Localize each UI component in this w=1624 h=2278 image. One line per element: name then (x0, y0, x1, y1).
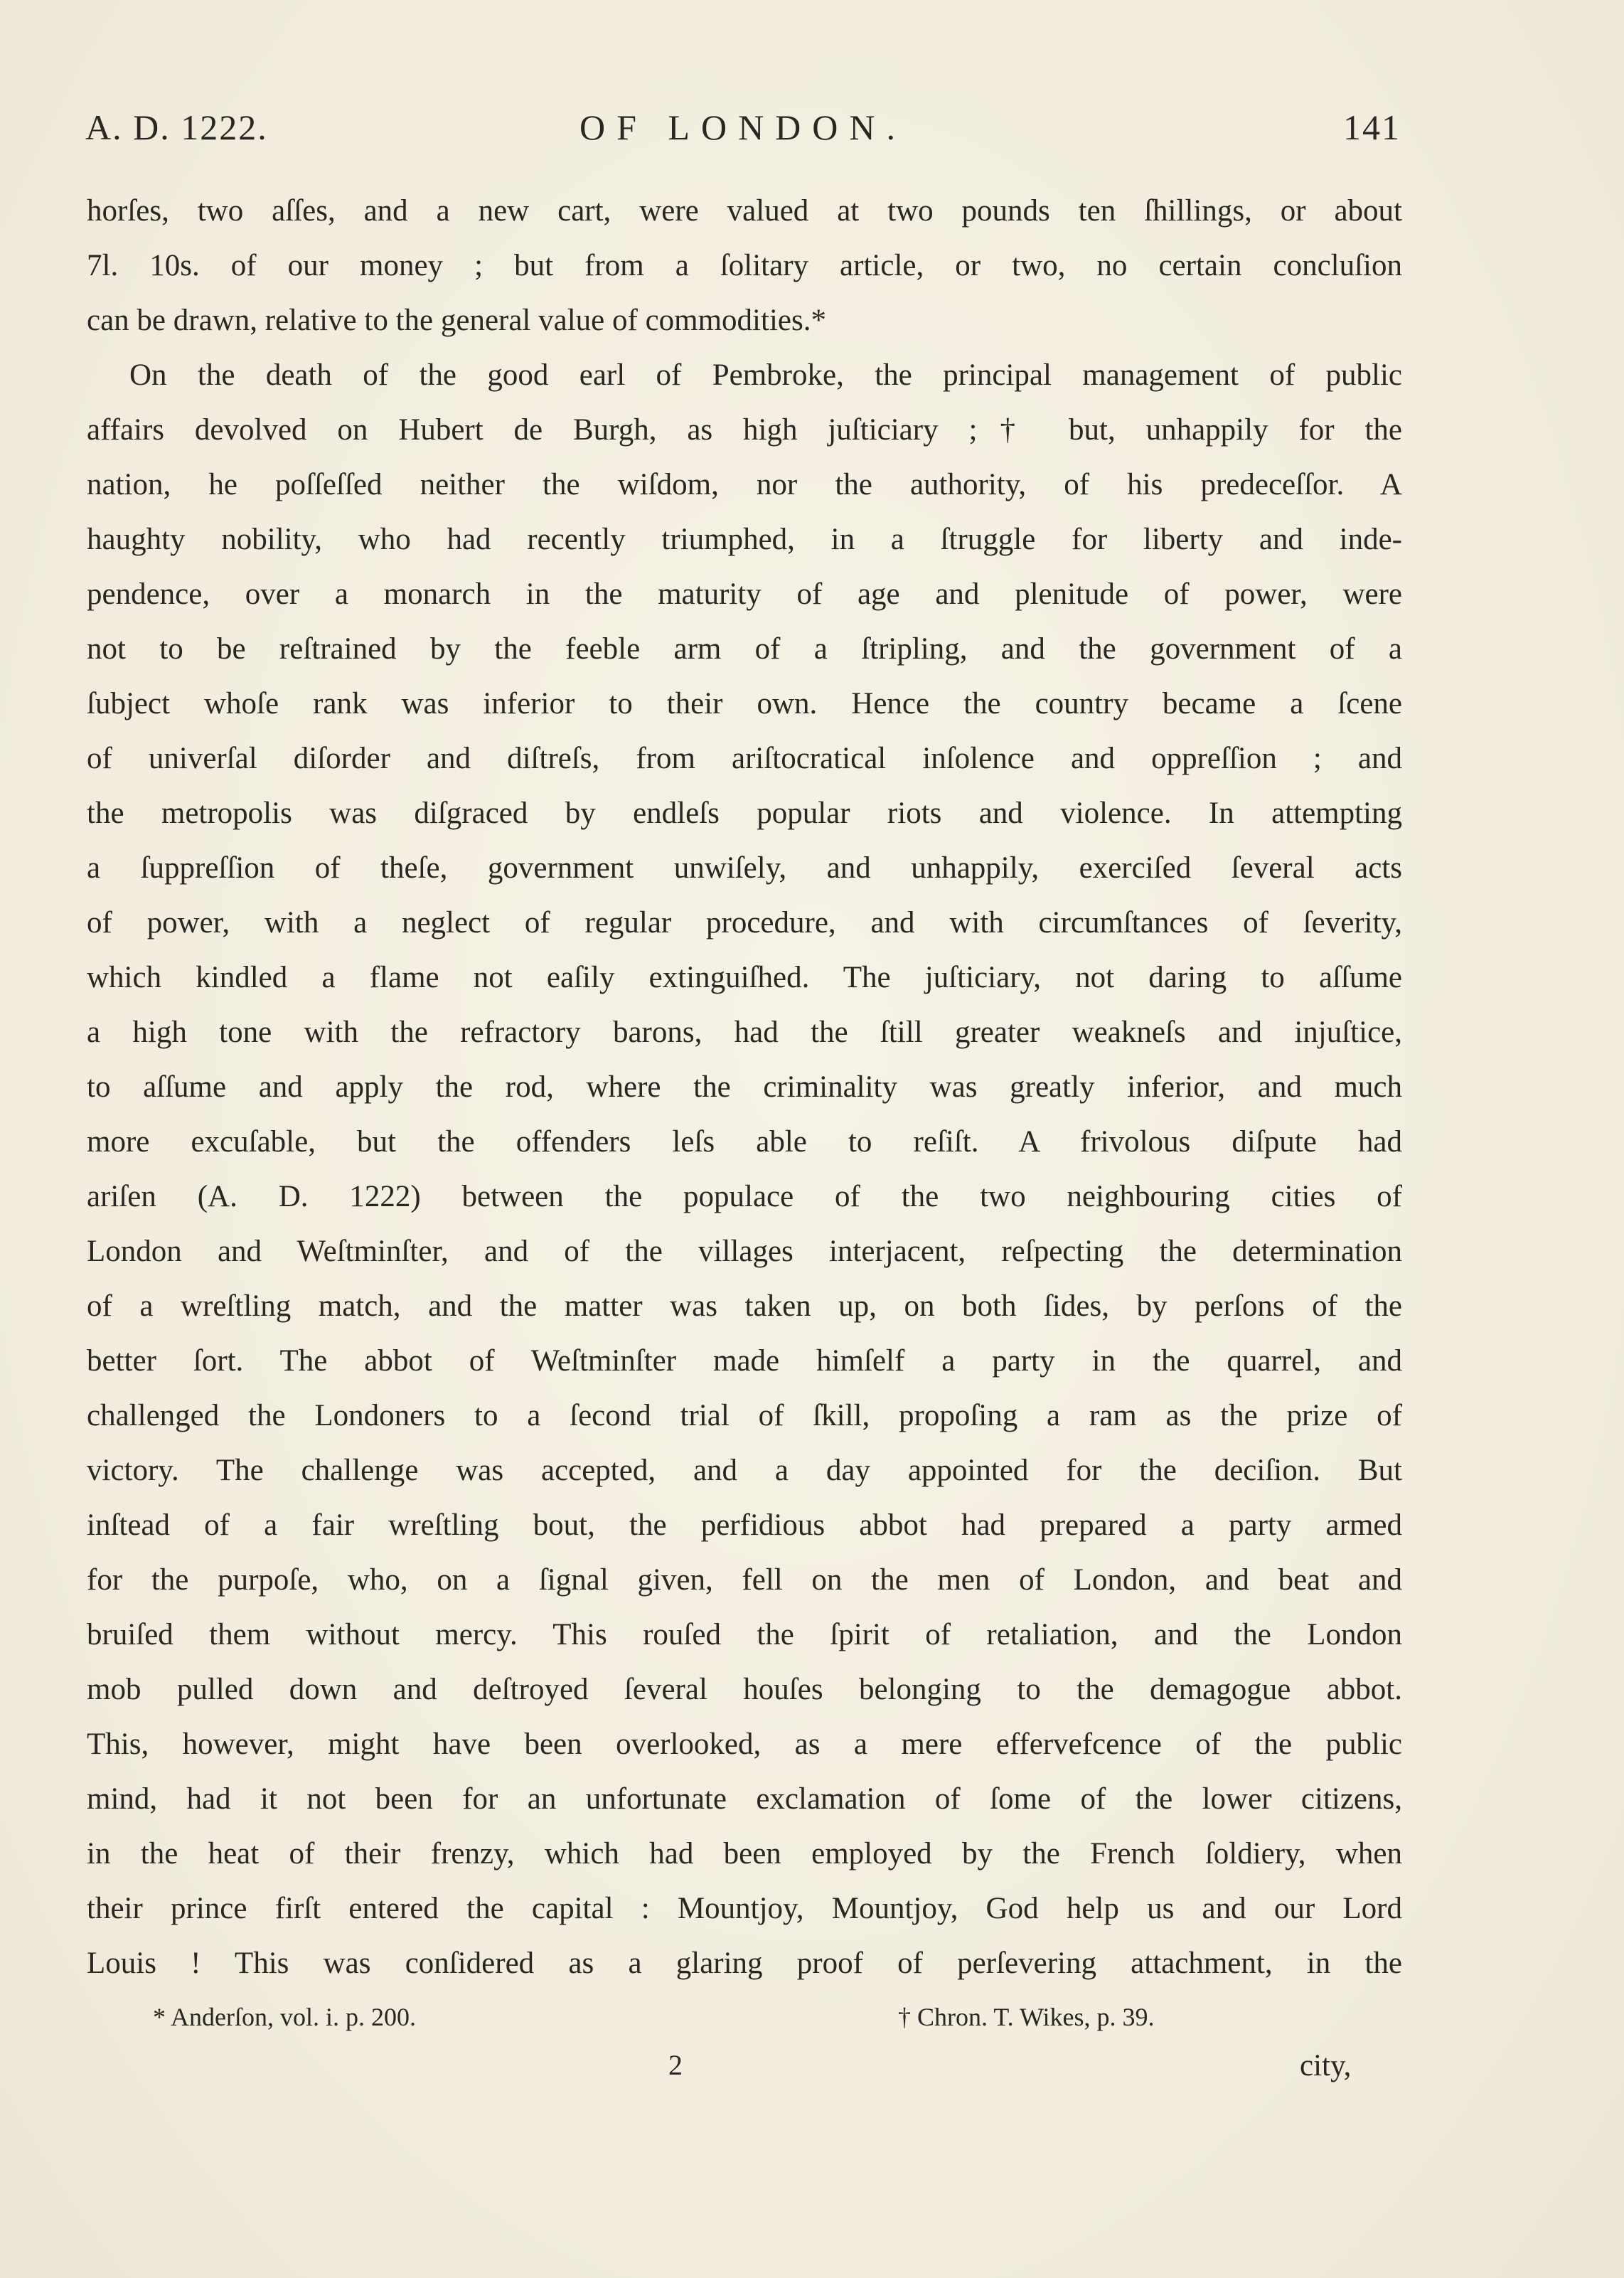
header-title: OF LONDON. (579, 107, 907, 147)
text-line: challenged the Londoners to a ſecond trial of ſkill, propoſing a ram as the prize of (87, 1399, 1402, 1432)
text-line: pendence, over a monarch in the maturity of age and plenitude of power, were (87, 578, 1402, 611)
footnote-1: * Anderſon, vol. i. p. 200. (153, 2003, 416, 2031)
text-line: nation, he poſſeſſed neither the wiſdom, nor the authority, of his predeceſſor. A (87, 468, 1402, 501)
text-line: 7l. 10s. of our money ; but from a ſolitary article, or two, no certain concluſion (87, 249, 1402, 282)
running-header (85, 107, 1401, 164)
text-line: affairs devolved on Hubert de Burgh, as high juſticiary ;† but, unhappily for the (87, 413, 1402, 447)
text-line: victory. The challenge was accepted, and a day appointed for the deciſion. But (87, 1454, 1402, 1487)
body-text (87, 183, 1402, 1991)
text-line: can be drawn, relative to the general value of commodities.* (87, 304, 826, 337)
text-line: of a wreſtling match, and the matter was taken up, on both ſides, by perſons of the (87, 1289, 1402, 1323)
text-line: ariſen (A. D. 1222) between the populace of the two neighbouring cities of (87, 1180, 1402, 1213)
text-line: better ſort. The abbot of Weſtminſter made himſelf a party in the quarrel, and (87, 1344, 1402, 1378)
text-line: mob pulled down and deſtroyed ſeveral houſes belonging to the demagogue abbot. (87, 1673, 1402, 1706)
text-line: to aſſume and apply the rod, where the criminality was greatly inferior, and much (87, 1070, 1402, 1104)
text-line: a high tone with the refractory barons, had the ſtill greater weakneſs and injuſtice, (87, 1016, 1402, 1049)
text-line: Louis ! This was conſidered as a glaring proof of perſevering attachment, in the (87, 1947, 1402, 1980)
text-line: which kindled a flame not eaſily extinguiſhed. The juſticiary, not daring to aſſume (87, 961, 1402, 994)
text-line: bruiſed them without mercy. This rouſed the ſpirit of retaliation, and the London (87, 1618, 1402, 1651)
text-line: On the death of the good earl of Pembroke, the principal management of public (129, 358, 1402, 392)
text-line: of power, with a neglect of regular procedure, and with circumſtances of ſeverity, (87, 906, 1402, 940)
text-line: of univerſal diſorder and diſtreſs, from ariſtocratical inſolence and oppreſſion ; and (87, 742, 1402, 775)
text-line: mind, had it not been for an unfortunate exclamation of ſome of the lower citizens, (87, 1782, 1402, 1816)
footnotes (153, 2002, 1319, 2045)
text-line: ſubject whoſe rank was inferior to their own. Hence the country became a ſcene (87, 687, 1402, 720)
text-line: haughty nobility, who had recently triumphed, in a ſtruggle for liberty and inde- (87, 523, 1402, 556)
text-line: more excuſable, but the offenders leſs able to reſiſt. A frivolous diſpute had (87, 1125, 1402, 1159)
text-line: their prince firſt entered the capital : Mountjoy, Mountjoy, God help us and our Lord (87, 1892, 1402, 1925)
footnote-2: † Chron. T. Wikes, p. 39. (898, 2003, 1155, 2031)
text-line: This, however, might have been overlooked, as a mere effervefcence of the public (87, 1728, 1402, 1761)
text-line: London and Weſtminſter, and of the villages interjacent, reſpecting the determination (87, 1235, 1402, 1268)
signature-mark: 2 (668, 2049, 683, 2081)
text-line: the metropolis was diſgraced by endleſs popular riots and violence. In attempting (87, 797, 1402, 830)
header-year: A. D. 1222. (85, 107, 268, 147)
page-number: 141 (1343, 107, 1401, 147)
text-line: for the purpoſe, who, on a ſignal given, fell on the men of London, and beat and (87, 1563, 1402, 1597)
text-line: in the heat of their frenzy, which had been employed by the French ſoldiery, when (87, 1837, 1402, 1870)
text-line: inſtead of a fair wreſtling bout, the perfidious abbot had prepared a party armed (87, 1508, 1402, 1542)
catchword: city, (1300, 2049, 1352, 2082)
text-line: horſes, two aſſes, and a new cart, were valued at two pounds ten ſhillings, or about (87, 194, 1402, 228)
text-line: not to be reſtrained by the feeble arm of a ſtripling, and the government of a (87, 632, 1402, 666)
text-line: a ſuppreſſion of theſe, government unwiſely, and unhappily, exerciſed ſeveral acts (87, 851, 1402, 885)
